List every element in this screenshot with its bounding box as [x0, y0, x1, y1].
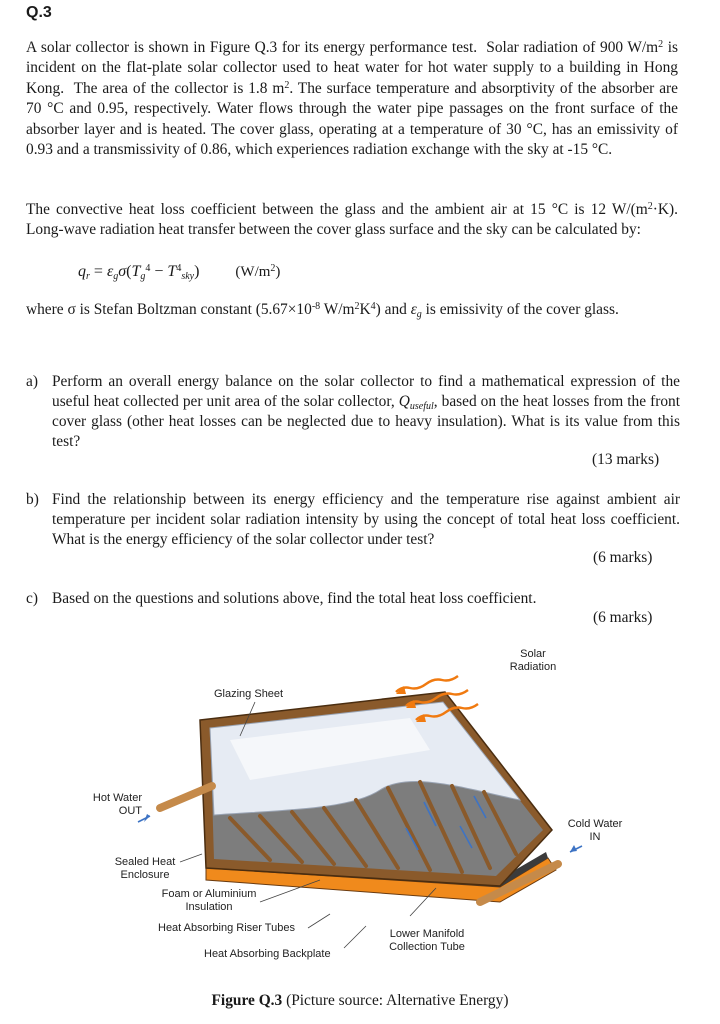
question-label: Q.3	[26, 4, 52, 21]
convective-paragraph: The convective heat loss coefficient between the glass and the ambient air at 15 °C is 12 $W/(m^2\cdot K)$. Long-wave radiation heat transfer between the cover glass surface and the sky can be calculated by:	[26, 201, 678, 239]
hot-water-out-label: Hot Water OUT	[92, 792, 142, 817]
part-b-label: b)	[26, 491, 39, 508]
solar-collector-figure	[80, 640, 660, 970]
solar-radiation-label: Solar Radiation	[509, 648, 557, 673]
part-c	[26, 589, 680, 609]
formula-expression: $q_r = \varepsilon_g\sigma(T_g^4 - T^4_{sky})$	[78, 263, 200, 282]
part-b-text: Find the relationship between its energy efficiency and the temperature rise against ambient air temperature per incident solar radiation intensity by using the concept of total heat loss coefficient. What is the energy efficiency of the solar collector under test?	[52, 491, 680, 548]
figure-caption	[0, 992, 720, 1010]
part-c-marks: (6 marks)	[593, 609, 653, 626]
part-a	[26, 372, 680, 452]
sealed-heat-enclosure-label: Sealed Heat Enclosure	[114, 856, 176, 881]
where-paragraph: where σ is Stefan Boltzman constant ($5.67\times 10^{-8}$ $W/m^2K^4$) and $\varepsilon_g$ is emissivity of the cover glass.	[26, 301, 619, 320]
radiation-formula	[78, 263, 280, 281]
collector-illustration	[80, 640, 660, 970]
caption-source: (Picture source: Alternative Energy)	[282, 992, 509, 1009]
cold-water-in-label: Cold Water IN	[567, 818, 623, 843]
part-c-text: Based on the questions and solutions above, find the total heat loss coefficient.	[52, 590, 537, 607]
insulation-label: Foam or Aluminium Insulation	[161, 888, 257, 913]
caption-bold: Figure Q.3	[211, 992, 283, 1009]
riser-tubes-label: Heat Absorbing Riser Tubes	[158, 922, 295, 934]
part-a-marks: (13 marks)	[592, 451, 660, 468]
intro-paragraph: A solar collector is shown in Figure Q.3 for its energy performance test. Solar radiation of 900 $W/m^2$ is incident on the flat-plate solar collector used to heat water for hot water supply to a building in Hong Kong. The area of the collector is 1.8 $m^2$. The surface temperature and absorptivity of the absorber are 70 °C and 0.95, respectively. Water flows through the water pipe passages on the front surface of the absorber layer and is heated. The cover glass, operating at a temperature of 30 °C, has an emissivity of 0.93 and a transmissivity of 0.86, which experiences radiation exchange with the sky at -15 °C.	[26, 39, 678, 159]
part-b	[26, 490, 680, 550]
part-b-marks: (6 marks)	[593, 549, 653, 566]
backplate-label: Heat Absorbing Backplate	[204, 948, 331, 960]
part-a-text: Perform an overall energy balance on the solar collector to find a mathematical expression of the useful heat collected per unit area of the solar collector, $Q_{useful}$, based on the heat losses from the front cover glass (other heat losses can be neglected due to heavy insulation). What is its value from this test?	[52, 373, 680, 450]
part-c-label: c)	[26, 590, 38, 607]
manifold-label: Lower Manifold Collection Tube	[389, 928, 465, 953]
glazing-sheet-label: Glazing Sheet	[214, 688, 284, 700]
formula-unit: $(W/m^2)$	[235, 263, 281, 280]
part-a-label: a)	[26, 373, 38, 390]
